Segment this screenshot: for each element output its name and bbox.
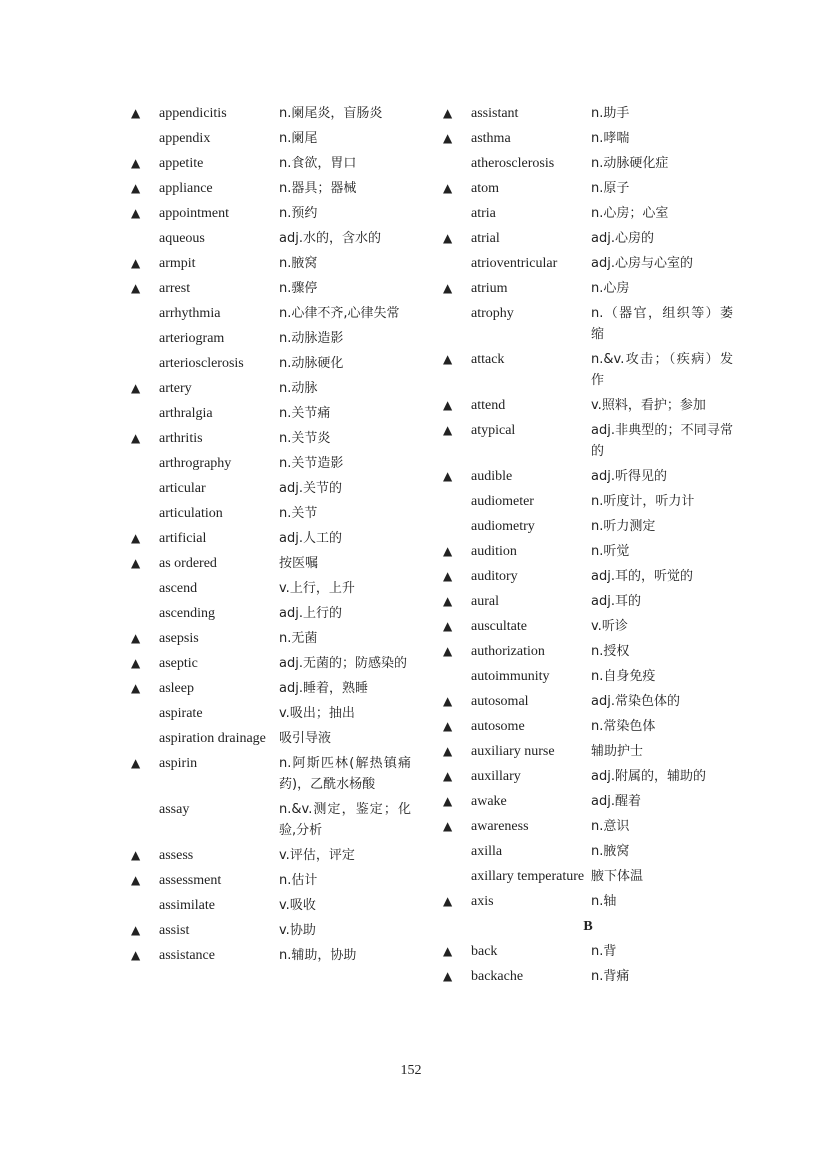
glossary-entry (443, 639, 733, 664)
entry-definition: n.关节炎 (279, 431, 331, 446)
triangle-marker-icon: ▲ (443, 181, 453, 195)
glossary-entry (443, 689, 733, 714)
entry-term: audiometry (471, 519, 535, 534)
entry-term: back (471, 944, 498, 959)
triangle-marker-icon: ▲ (131, 681, 141, 695)
glossary-entry (443, 226, 733, 251)
entry-term: assistant (471, 106, 519, 121)
entry-term: armpit (159, 256, 196, 271)
entry-definition: n.轴 (591, 894, 617, 909)
entry-definition: 辅助护士 (591, 744, 644, 759)
entry-definition: n.助手 (591, 106, 630, 121)
glossary-entry (131, 751, 411, 797)
entry-definition: n.估计 (279, 873, 318, 888)
entry-definition: v.评估，评定 (279, 848, 355, 863)
triangle-marker-icon (131, 728, 159, 749)
triangle-marker-icon: ▲ (443, 569, 453, 583)
entry-definition: n.食欲，胃口 (279, 156, 357, 171)
entry-term: asepsis (159, 631, 199, 646)
entry-term: atrial (471, 231, 500, 246)
glossary-entry (443, 201, 733, 226)
entry-term: arrest (159, 281, 191, 296)
triangle-marker-icon (443, 841, 471, 862)
entry-definition: n.意识 (591, 819, 630, 834)
entry-definition: adj.醒着 (591, 794, 641, 809)
entry-term: atrium (471, 281, 508, 296)
triangle-marker-icon (443, 153, 471, 174)
entry-definition: n.腋窝 (591, 844, 630, 859)
entry-term: appliance (159, 181, 213, 196)
triangle-marker-icon: ▲ (131, 106, 141, 120)
entry-term: axilla (471, 844, 503, 859)
entry-definition: adj.睡着，熟睡 (279, 681, 368, 696)
entry-term: aspiration drainage (159, 731, 266, 746)
triangle-marker-icon: ▲ (131, 556, 141, 570)
entry-term: ascend (159, 581, 198, 596)
triangle-marker-icon: ▲ (131, 631, 141, 645)
entry-definition: adj.听得见的 (591, 469, 667, 484)
entry-definition: n.&v.测定，鉴定；化验,分析 (279, 802, 411, 838)
entry-term: audible (471, 469, 513, 484)
entry-definition: n.（器官，组织等）萎缩 (591, 306, 733, 342)
triangle-marker-icon: ▲ (443, 544, 453, 558)
glossary-entry (443, 101, 733, 126)
entry-term: atria (471, 206, 496, 221)
entry-definition: n.阿斯匹林(解热镇痛药)，乙酰水杨酸 (279, 756, 411, 792)
triangle-marker-icon: ▲ (443, 719, 453, 733)
triangle-marker-icon: ▲ (443, 231, 453, 245)
triangle-marker-icon (131, 799, 159, 841)
glossary-entry (131, 126, 411, 151)
triangle-marker-icon: ▲ (131, 431, 141, 445)
entry-definition: adj.耳的 (591, 594, 641, 609)
glossary-entry (443, 176, 733, 201)
entry-term: auxillary (471, 769, 521, 784)
entry-definition: n.常染色体 (591, 719, 656, 734)
glossary-entry (443, 126, 733, 151)
triangle-marker-icon (131, 603, 159, 624)
entry-term: audition (471, 544, 517, 559)
triangle-marker-icon: ▲ (131, 206, 141, 220)
entry-definition: n.关节造影 (279, 456, 344, 471)
entry-term: auditory (471, 569, 518, 584)
entry-term: artery (159, 381, 192, 396)
entry-definition: n.哮喘 (591, 131, 630, 146)
entry-term: arteriogram (159, 331, 225, 346)
entry-definition: n.授权 (591, 644, 630, 659)
entry-definition: adj.耳的，听觉的 (591, 569, 693, 584)
entry-definition: n.关节痛 (279, 406, 331, 421)
entry-term: asthma (471, 131, 511, 146)
triangle-marker-icon (443, 203, 471, 224)
entry-definition: adj.非典型的；不同寻常的 (591, 423, 733, 459)
triangle-marker-icon (443, 303, 471, 345)
triangle-marker-icon: ▲ (131, 656, 141, 670)
triangle-marker-icon: ▲ (443, 769, 453, 783)
entry-term: audiometer (471, 494, 534, 509)
entry-definition: adj.水的，含水的 (279, 231, 381, 246)
entry-definition: n.背 (591, 944, 617, 959)
entry-definition: 按医嘱 (279, 556, 319, 571)
triangle-marker-icon: ▲ (131, 948, 141, 962)
entry-term: artificial (159, 531, 207, 546)
triangle-marker-icon: ▲ (443, 644, 453, 658)
entry-definition: n.背痛 (591, 969, 630, 984)
triangle-marker-icon: ▲ (131, 873, 141, 887)
entry-definition: 腋下体温 (591, 869, 644, 884)
glossary-entry (443, 514, 733, 539)
entry-term: backache (471, 969, 524, 984)
entry-term: appendix (159, 131, 211, 146)
triangle-marker-icon (131, 478, 159, 499)
glossary-entry (131, 551, 411, 576)
section-letter: B (583, 919, 593, 934)
entry-term: aqueous (159, 231, 205, 246)
triangle-marker-icon (131, 895, 159, 916)
entry-definition: adj.附属的，辅助的 (591, 769, 706, 784)
triangle-marker-icon: ▲ (443, 894, 453, 908)
entry-term: auxiliary nurse (471, 744, 555, 759)
triangle-marker-icon: ▲ (443, 281, 453, 295)
triangle-marker-icon: ▲ (131, 848, 141, 862)
glossary-entry (131, 918, 411, 943)
page-number: 152 (400, 1063, 422, 1078)
entry-definition: v.吸收 (279, 898, 316, 913)
glossary-entry (443, 151, 733, 176)
entry-term: aspirate (159, 706, 203, 721)
entry-definition: n.原子 (591, 181, 630, 196)
entry-definition: adj.关节的 (279, 481, 342, 496)
triangle-marker-icon: ▲ (443, 131, 453, 145)
left-column (131, 101, 411, 968)
triangle-marker-icon (131, 303, 159, 324)
triangle-marker-icon: ▲ (443, 694, 453, 708)
entry-definition: n.&v.攻击；（疾病）发作 (591, 352, 733, 388)
entry-definition: n.动脉 (279, 381, 318, 396)
glossary-entry (443, 939, 733, 964)
glossary-entry (443, 664, 733, 689)
entry-term: arthrography (159, 456, 232, 471)
entry-definition: n.器具；器械 (279, 181, 357, 196)
entry-definition: adj.常染色体的 (591, 694, 680, 709)
entry-definition: v.协助 (279, 923, 316, 938)
entry-definition: adj.上行的 (279, 606, 342, 621)
triangle-marker-icon (443, 491, 471, 512)
glossary-entry (443, 864, 733, 889)
glossary-entry (443, 347, 733, 393)
glossary-entry (443, 539, 733, 564)
entry-definition: n.无菌 (279, 631, 318, 646)
entry-definition: n.预约 (279, 206, 318, 221)
entry-term: assist (159, 923, 190, 938)
entry-term: autosome (471, 719, 525, 734)
glossary-entry (443, 964, 733, 989)
glossary-entry (131, 226, 411, 251)
glossary-entry (131, 426, 411, 451)
triangle-marker-icon: ▲ (131, 381, 141, 395)
glossary-entry (131, 376, 411, 401)
glossary-entry (131, 576, 411, 601)
triangle-marker-icon: ▲ (131, 156, 141, 170)
entry-term: atrioventricular (471, 256, 558, 271)
glossary-entry (131, 501, 411, 526)
entry-definition: n.阑尾炎，盲肠炎 (279, 106, 383, 121)
entry-definition: n.辅助，协助 (279, 948, 357, 963)
entry-definition: adj.心房的 (591, 231, 654, 246)
glossary-entry (131, 526, 411, 551)
entry-term: appetite (159, 156, 204, 171)
glossary-entry (131, 326, 411, 351)
entry-term: arrhythmia (159, 306, 221, 321)
glossary-entry (131, 676, 411, 701)
glossary-entry (443, 301, 733, 347)
triangle-marker-icon: ▲ (131, 256, 141, 270)
entry-definition: n.关节 (279, 506, 318, 521)
right-column (443, 101, 733, 989)
glossary-entry (443, 814, 733, 839)
glossary-entry (131, 476, 411, 501)
triangle-marker-icon: ▲ (443, 398, 453, 412)
glossary-entry (443, 839, 733, 864)
entry-term: aspirin (159, 756, 198, 771)
glossary-entry (131, 868, 411, 893)
entry-definition: n.听力测定 (591, 519, 656, 534)
glossary-entry (131, 201, 411, 226)
entry-definition: n.听度计，听力计 (591, 494, 695, 509)
triangle-marker-icon: ▲ (443, 106, 453, 120)
triangle-marker-icon: ▲ (443, 594, 453, 608)
glossary-entry (131, 351, 411, 376)
glossary-entry (443, 714, 733, 739)
glossary-entry (443, 589, 733, 614)
entry-definition: adj.无菌的；防感染的 (279, 656, 407, 671)
triangle-marker-icon (443, 516, 471, 537)
entry-term: aseptic (159, 656, 198, 671)
triangle-marker-icon: ▲ (131, 181, 141, 195)
glossary-entry (131, 726, 411, 751)
triangle-marker-icon: ▲ (443, 944, 453, 958)
entry-term: arthritis (159, 431, 203, 446)
glossary-entry (131, 626, 411, 651)
entry-term: aural (471, 594, 499, 609)
entry-term: axis (471, 894, 494, 909)
entry-definition: v.听诊 (591, 619, 628, 634)
triangle-marker-icon: ▲ (443, 819, 453, 833)
entry-term: autoimmunity (471, 669, 550, 684)
triangle-marker-icon (131, 328, 159, 349)
triangle-marker-icon: ▲ (443, 619, 453, 633)
triangle-marker-icon: ▲ (443, 794, 453, 808)
entry-term: appointment (159, 206, 229, 221)
entry-term: attack (471, 352, 505, 367)
triangle-marker-icon (131, 403, 159, 424)
triangle-marker-icon: ▲ (131, 923, 141, 937)
triangle-marker-icon (443, 666, 471, 687)
entry-definition: adj.心房与心室的 (591, 256, 693, 271)
glossary-entry (443, 889, 733, 914)
entry-term: asleep (159, 681, 194, 696)
triangle-marker-icon (131, 578, 159, 599)
glossary-entry (131, 651, 411, 676)
glossary-entry (443, 739, 733, 764)
triangle-marker-icon: ▲ (443, 469, 453, 483)
right-entries-b (443, 939, 733, 989)
glossary-entry (131, 101, 411, 126)
triangle-marker-icon (131, 353, 159, 374)
entry-term: ascending (159, 606, 215, 621)
glossary-entry (131, 893, 411, 918)
entry-term: atrophy (471, 306, 514, 321)
entry-definition: n.心房；心室 (591, 206, 669, 221)
entry-definition: n.腋窝 (279, 256, 318, 271)
entry-definition: n.阑尾 (279, 131, 318, 146)
glossary-entry (131, 401, 411, 426)
glossary-entry (443, 464, 733, 489)
entry-term: atherosclerosis (471, 156, 555, 171)
glossary-entry (131, 251, 411, 276)
entry-term: assay (159, 802, 190, 817)
triangle-marker-icon (443, 253, 471, 274)
triangle-marker-icon: ▲ (443, 744, 453, 758)
triangle-marker-icon (131, 228, 159, 249)
entry-definition: 吸引导液 (279, 731, 332, 746)
triangle-marker-icon (443, 866, 471, 887)
entry-definition: n.动脉造影 (279, 331, 344, 346)
entry-definition: v.照料，看护；参加 (591, 398, 706, 413)
glossary-entry (443, 418, 733, 464)
entry-term: auscultate (471, 619, 527, 634)
entry-definition: n.听觉 (591, 544, 630, 559)
glossary-entry (131, 451, 411, 476)
triangle-marker-icon: ▲ (131, 531, 141, 545)
glossary-entry (443, 614, 733, 639)
glossary-entry (443, 789, 733, 814)
entry-term: authorization (471, 644, 545, 659)
triangle-marker-icon (131, 128, 159, 149)
glossary-entry (131, 301, 411, 326)
glossary-entry (131, 701, 411, 726)
entry-term: awake (471, 794, 507, 809)
glossary-entry (443, 564, 733, 589)
glossary-entry (443, 393, 733, 418)
triangle-marker-icon (131, 703, 159, 724)
glossary-entry (131, 843, 411, 868)
entry-term: awareness (471, 819, 529, 834)
triangle-marker-icon (131, 453, 159, 474)
entry-term: assessment (159, 873, 222, 888)
triangle-marker-icon: ▲ (131, 756, 141, 770)
entry-definition: n.骤停 (279, 281, 318, 296)
entry-term: atom (471, 181, 499, 196)
entry-definition: n.自身免疫 (591, 669, 656, 684)
entry-term: appendicitis (159, 106, 227, 121)
glossary-entry (443, 251, 733, 276)
glossary-entry (131, 601, 411, 626)
entry-term: atypical (471, 423, 516, 438)
entry-term: axillary temperature (471, 869, 585, 884)
glossary-entry (443, 489, 733, 514)
glossary-entry (131, 943, 411, 968)
glossary-entry (131, 276, 411, 301)
entry-definition: n.心房 (591, 281, 630, 296)
entry-term: articular (159, 481, 206, 496)
glossary-entry (443, 276, 733, 301)
triangle-marker-icon: ▲ (131, 281, 141, 295)
glossary-entry (131, 797, 411, 843)
entry-definition: n.动脉硬化症 (591, 156, 669, 171)
entry-term: arteriosclerosis (159, 356, 244, 371)
glossary-entry (131, 151, 411, 176)
entry-definition: adj.人工的 (279, 531, 342, 546)
triangle-marker-icon: ▲ (443, 969, 453, 983)
entry-term: attend (471, 398, 506, 413)
entry-term: as ordered (159, 556, 217, 571)
right-entries-a (443, 101, 733, 914)
entry-definition: n.心律不齐,心律失常 (279, 306, 400, 321)
entry-term: assimilate (159, 898, 215, 913)
glossary-entry (443, 764, 733, 789)
entry-definition: n.动脉硬化 (279, 356, 344, 371)
glossary-entry (131, 176, 411, 201)
entry-term: assess (159, 848, 194, 863)
entry-term: arthralgia (159, 406, 213, 421)
entry-definition: v.上行，上升 (279, 581, 355, 596)
triangle-marker-icon: ▲ (443, 423, 453, 437)
entry-term: articulation (159, 506, 223, 521)
triangle-marker-icon: ▲ (443, 352, 453, 366)
entry-term: autosomal (471, 694, 529, 709)
entry-term: assistance (159, 948, 215, 963)
entry-definition: v.吸出；抽出 (279, 706, 355, 721)
triangle-marker-icon (131, 503, 159, 524)
